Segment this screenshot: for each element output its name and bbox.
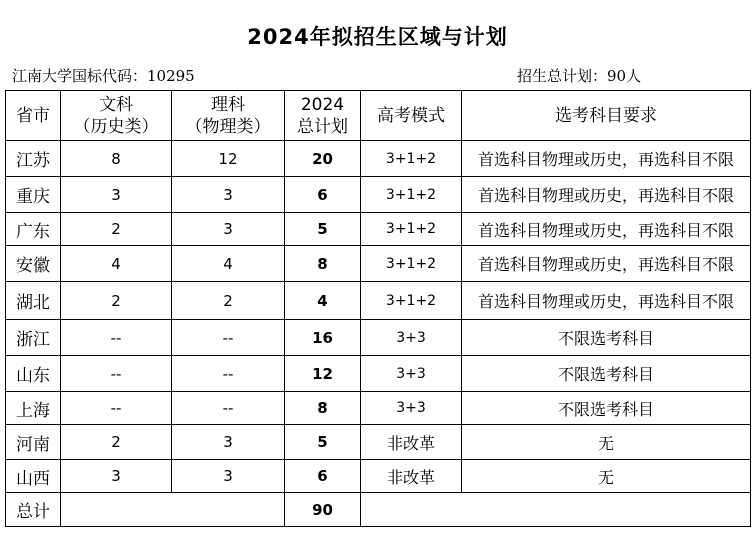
total-plan-cell: 8 [285, 392, 361, 425]
table-total-row [6, 493, 751, 527]
enrollment-plan-table [5, 90, 751, 527]
header-science: 理科 （物理类） [172, 91, 285, 141]
province-cell: 江苏 [6, 141, 61, 177]
liberal-arts-cell: 2 [61, 213, 172, 246]
header-liberal-arts: 文科 （历史类） [61, 91, 172, 141]
province-cell: 广东 [6, 213, 61, 246]
liberal-arts-cell: 3 [61, 177, 172, 213]
exam-mode-cell: 非改革 [361, 425, 462, 460]
header-subject-requirement: 选考科目要求 [462, 91, 751, 141]
total-plan-cell: 6 [285, 177, 361, 213]
table-row [6, 460, 751, 493]
university-code-label: 江南大学国标代码：10295 [12, 67, 195, 85]
science-cell: -- [172, 356, 285, 392]
total-plan-cell: 6 [285, 460, 361, 493]
subject-requirement-cell: 不限选考科目 [462, 356, 751, 392]
subject-requirement-cell: 无 [462, 425, 751, 460]
exam-mode-cell: 3+1+2 [361, 177, 462, 213]
province-cell: 山东 [6, 356, 61, 392]
science-cell: 3 [172, 177, 285, 213]
subject-requirement-cell: 首选科目物理或历史，再选科目不限 [462, 213, 751, 246]
liberal-arts-cell: -- [61, 392, 172, 425]
liberal-arts-cell: -- [61, 320, 172, 356]
total-plan-cell: 5 [285, 213, 361, 246]
province-cell: 河南 [6, 425, 61, 460]
total-plan-cell: 20 [285, 141, 361, 177]
province-cell: 上海 [6, 392, 61, 425]
exam-mode-cell: 3+3 [361, 392, 462, 425]
subject-requirement-cell: 首选科目物理或历史，再选科目不限 [462, 246, 751, 282]
total-value: 90 [285, 493, 361, 527]
table-row [6, 213, 751, 246]
province-cell: 安徽 [6, 246, 61, 282]
header-exam-mode: 高考模式 [361, 91, 462, 141]
exam-mode-cell: 3+1+2 [361, 282, 462, 320]
science-cell: -- [172, 320, 285, 356]
liberal-arts-cell: -- [61, 356, 172, 392]
total-plan-label: 招生总计划：90人 [517, 67, 642, 85]
subject-requirement-cell: 首选科目物理或历史，再选科目不限 [462, 141, 751, 177]
science-cell: 4 [172, 246, 285, 282]
document-title: 2024年拟招生区域与计划 [247, 25, 508, 49]
table-row [6, 356, 751, 392]
liberal-arts-cell: 8 [61, 141, 172, 177]
total-plan-cell: 4 [285, 282, 361, 320]
exam-mode-cell: 3+3 [361, 356, 462, 392]
subject-requirement-cell: 无 [462, 460, 751, 493]
table-row [6, 425, 751, 460]
table-row [6, 246, 751, 282]
exam-mode-cell: 非改革 [361, 460, 462, 493]
exam-mode-cell: 3+1+2 [361, 246, 462, 282]
total-plan-cell: 12 [285, 356, 361, 392]
total-blank-cell-right [361, 493, 751, 527]
subject-requirement-cell: 首选科目物理或历史，再选科目不限 [462, 282, 751, 320]
table-row [6, 141, 751, 177]
subject-requirement-cell: 不限选考科目 [462, 392, 751, 425]
total-plan-cell: 8 [285, 246, 361, 282]
total-plan-cell: 5 [285, 425, 361, 460]
exam-mode-cell: 3+3 [361, 320, 462, 356]
total-plan-cell: 16 [285, 320, 361, 356]
table-row [6, 177, 751, 213]
science-cell: 12 [172, 141, 285, 177]
subject-requirement-cell: 首选科目物理或历史，再选科目不限 [462, 177, 751, 213]
exam-mode-cell: 3+1+2 [361, 213, 462, 246]
science-cell: -- [172, 392, 285, 425]
subject-requirement-cell: 不限选考科目 [462, 320, 751, 356]
total-blank-cell [61, 493, 285, 527]
exam-mode-cell: 3+1+2 [361, 141, 462, 177]
table-header-row [6, 91, 751, 141]
province-cell: 浙江 [6, 320, 61, 356]
province-cell: 山西 [6, 460, 61, 493]
table-row [6, 282, 751, 320]
header-province: 省市 [6, 91, 61, 141]
province-cell: 湖北 [6, 282, 61, 320]
science-cell: 3 [172, 213, 285, 246]
header-total-plan: 2024 总计划 [285, 91, 361, 141]
liberal-arts-cell: 4 [61, 246, 172, 282]
table-row [6, 392, 751, 425]
science-cell: 2 [172, 282, 285, 320]
province-cell: 重庆 [6, 177, 61, 213]
science-cell: 3 [172, 460, 285, 493]
science-cell: 3 [172, 425, 285, 460]
liberal-arts-cell: 3 [61, 460, 172, 493]
total-label: 总计 [6, 493, 61, 527]
table-row [6, 320, 751, 356]
liberal-arts-cell: 2 [61, 282, 172, 320]
liberal-arts-cell: 2 [61, 425, 172, 460]
